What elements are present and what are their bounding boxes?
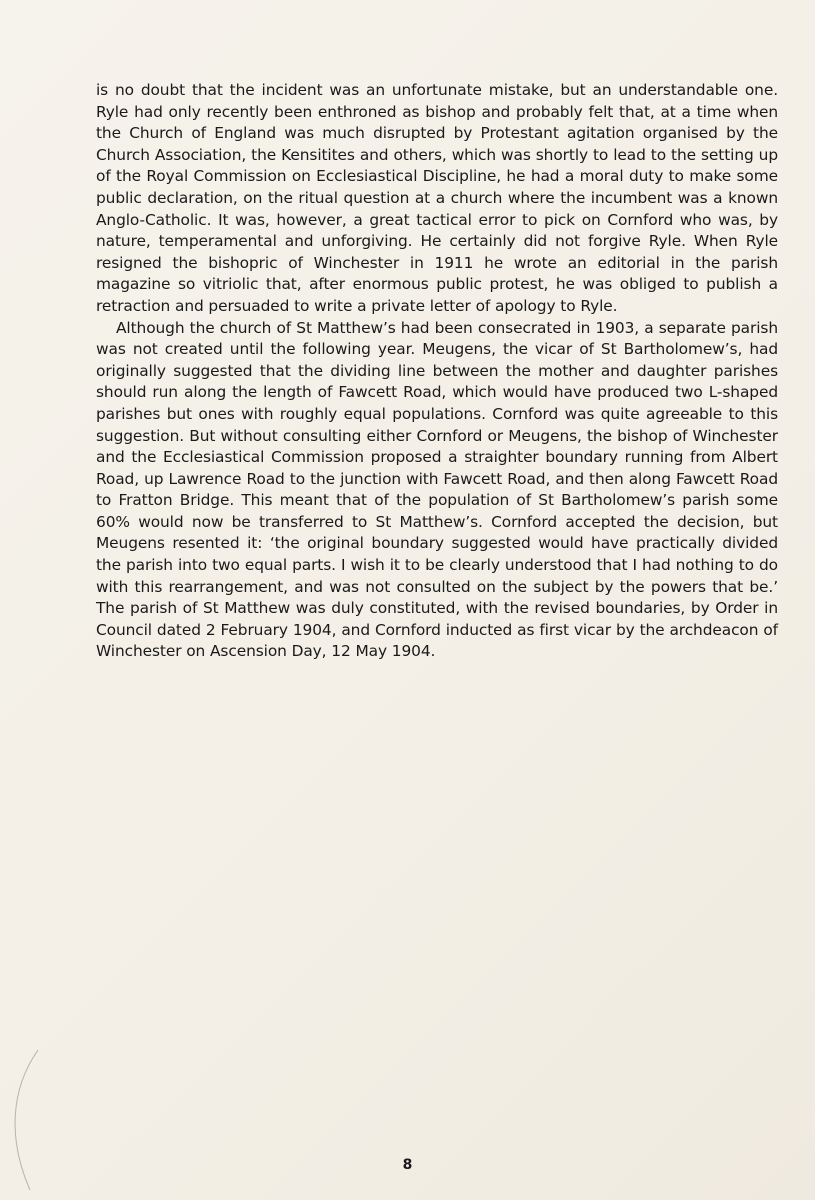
paragraph-parish-creation: Although the church of St Matthew’s had been consecrated in 1903, a separate parish was not created until the following year. Meugens, the vicar of St Bartholomew’s, had originally suggested that the dividing line between the mother and daughter parishes should run along the length of Fawcett Road, which would have produced two L-shaped parishes but ones with roughly equal populations. Cornford was quite agreeable to this suggestion. But without consulting either Cornford or Meugens, the bishop of Winchester and the Ecclesiastical Commission proposed a straighter boundary running from Albert Road, up Lawrence Road to the junction with Fawcett Road, and then along Fawcett Road to Fratton Bridge. This meant that of the population of St Bartholomew’s parish some 60% would now be transferred to St Matthew’s. Cornford accepted the decision, but Meugens resented it: ‘the original boundary suggested would have practically divided the parish into two equal parts. I wish it to be clearly understood that I had nothing to do with this rearrangement, and was not consulted on the subject by the powers that be.’ The parish of St Matthew was duly constituted, with the revised boundaries, by Order in Council dated 2 February 1904, and Cornford inducted as first vicar by the archdeacon of Winchester on Ascension Day, 12 May 1904. xyxy=(96,318,778,661)
page-number: 8 xyxy=(402,1157,413,1173)
page-edge-curve xyxy=(0,1040,60,1200)
paragraph-continuation: is no doubt that the incident was an unfortunate mistake, but an understandable one. Ryle had only recently been enthroned as bishop and probably felt that, at a time when the Church of England was much disrupted by Protestant agitation organised by the Church Association, the Kensitites and others, which was shortly to lead to the setting up of the Royal Commission on Ecclesiastical Discipline, he had a moral duty to make some public declaration, on the ritual question at a church where the incumbent was a known Anglo-Catholic. It was, however, a great tactical error to pick on Cornford who was, by nature, temperamental and unforgiving. He certainly did not forgive Ryle. When Ryle resigned the bishopric of Winchester in 1911 he wrote an editorial in the parish magazine so vitriolic that, after enormous public protest, he was obliged to publish a retraction and persuaded to write a private letter of apology to Ryle. xyxy=(96,81,778,315)
body-text xyxy=(96,80,778,663)
